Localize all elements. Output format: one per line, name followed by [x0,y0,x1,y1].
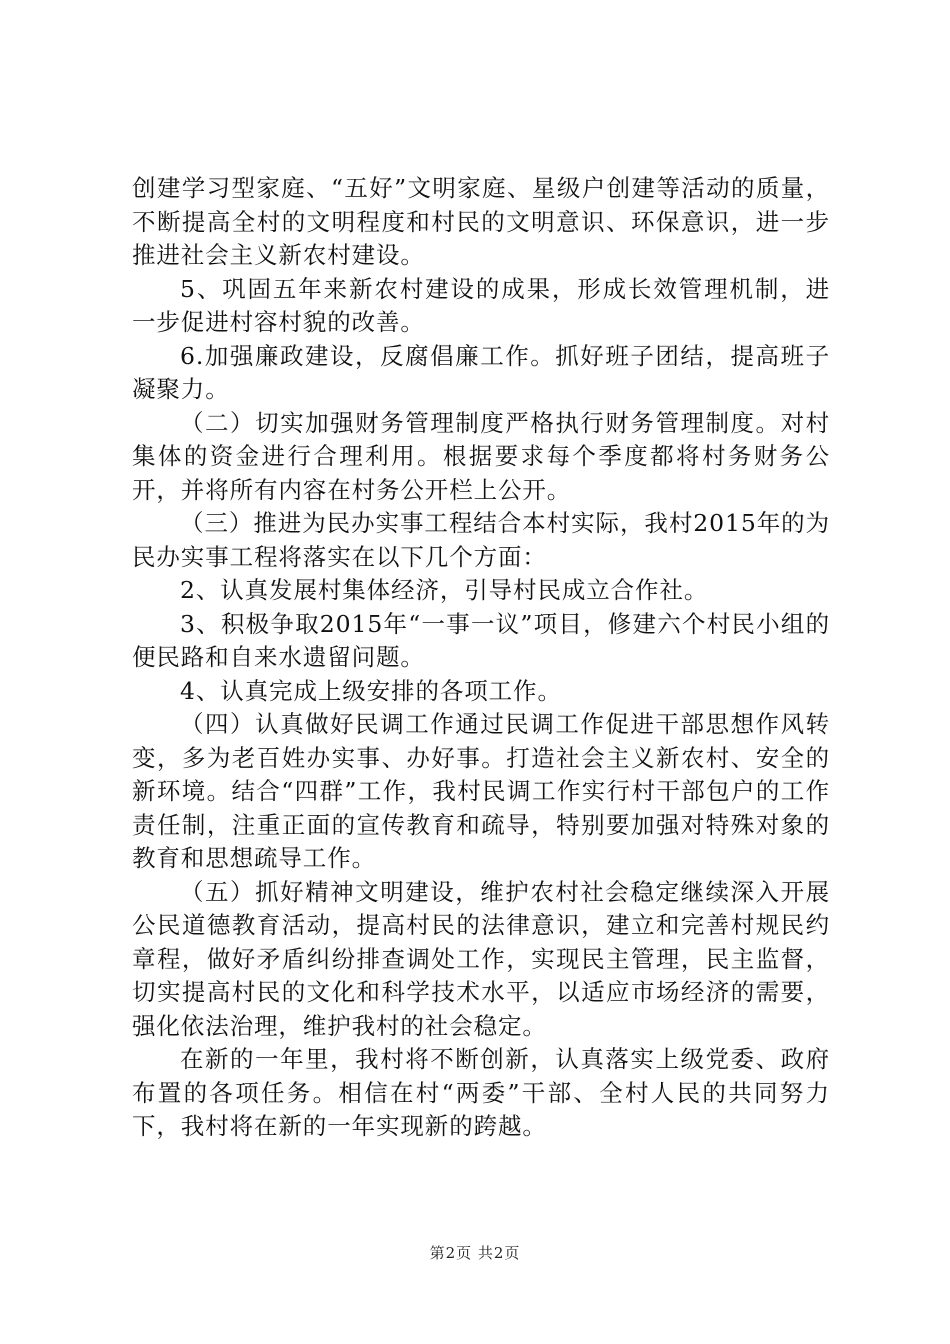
paragraph-10: （五）抓好精神文明建设，维护农村社会稳定继续深入开展公民道德教育活动，提高村民的法律意识，建立和完善村规民约章程，做好矛盾纠纷排查调处工作，实现民主管理，民主监督，切实提高村民的文化和科学技术水平，以适应市场经济的需要，强化依法治理，维护我村的社会稳定。 [132,877,830,1040]
paragraph-4: （二）切实加强财务管理制度严格执行财务管理制度。对村集体的资金进行合理利用。根据要求每个季度都将村务财务公开，并将所有内容在村务公开栏上公开。 [132,408,830,504]
paragraph-3: 6.加强廉政建设，反腐倡廉工作。抓好班子团结，提高班子凝聚力。 [132,341,830,403]
page-footer: 第2页 共2页 [429,1244,521,1262]
paragraph-8: 4、认真完成上级安排的各项工作。 [180,676,562,705]
paragraph-1: 创建学习型家庭、“五好”文明家庭、星级户创建等活动的质量，不断提高全村的文明程度和村民的文明意识、环保意识，进一步推进社会主义新农村建设。 [132,174,830,269]
paragraph-11: 在新的一年里，我村将不断创新，认真落实上级党委、政府布置的各项任务。相信在村“两委”干部、全村人民的共同努力下，我村将在新的一年实现新的跨越。 [132,1045,830,1140]
paragraph-6: 2、认真发展村集体经济，引导村民成立合作社。 [180,576,709,604]
paragraph-7: 3、积极争取2015年“一事一议”项目，修建六个村民小组的便民路和自来水遗留问题。 [132,609,830,671]
paragraph-5: （三）推进为民办实事工程结合本村实际，我村2015年的为民办实事工程将落实在以下几个方面： [132,509,830,571]
paragraph-9: （四）认真做好民调工作通过民调工作促进干部思想作风转变，多为老百姓办实事、办好事。打造社会主义新农村、安全的新环境。结合“四群”工作，我村民调工作实行村干部包户的工作责任制，注重正面的宣传教育和疏导，特别要加强对特殊对象的教育和思想疏导工作。 [132,710,830,872]
paragraph-2: 5、巩固五年来新农村建设的成果，形成长效管理机制，进一步促进村容村貌的改善。 [132,274,830,336]
document-body [132,172,830,1144]
